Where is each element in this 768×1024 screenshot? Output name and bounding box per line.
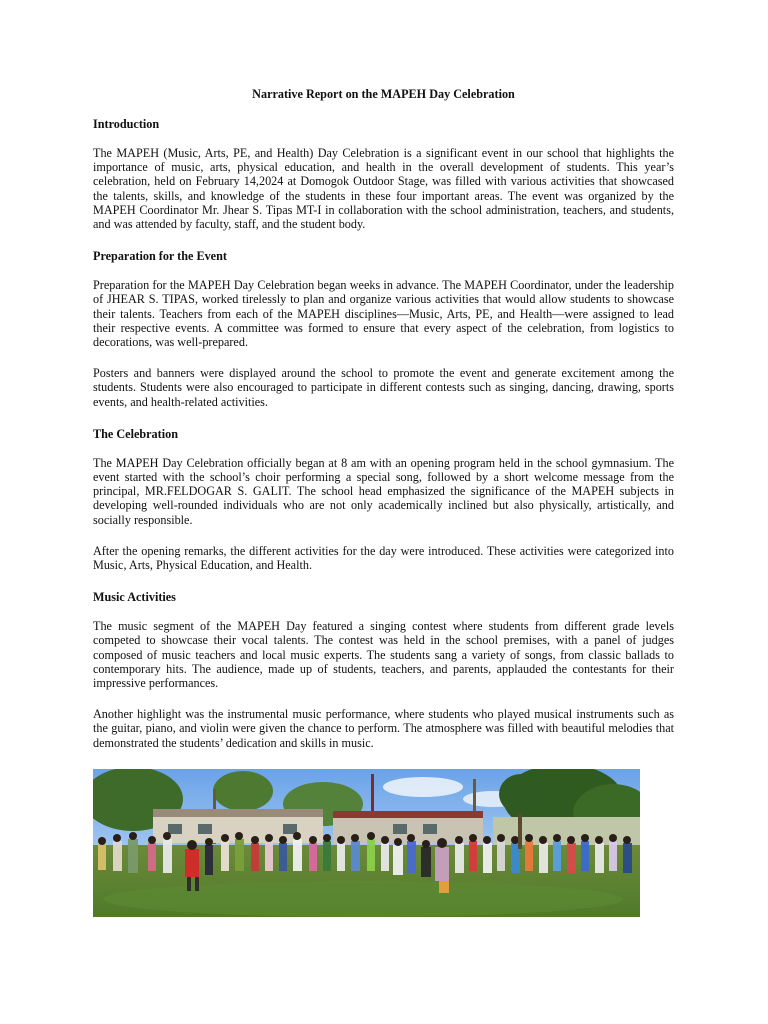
paragraph-preparation-1: Preparation for the MAPEH Day Celebration began weeks in advance. The MAPEH Coordinator, under the leadership of JHEAR S. TIPAS, worked tirelessly to plan and organize various activities that would allow students to showcase their talents. Teachers from each of the MAPEH disciplines—Music, Arts, PE, and Health—were assigned to lead their respective events. A committee was formed to ensure that every aspect of the celebration, from logistics to decorations, was well-prepared.	[93, 278, 674, 350]
section-heading-preparation: Preparation for the Event	[93, 249, 227, 264]
paragraph-introduction-1: The MAPEH (Music, Arts, PE, and Health) Day Celebration is a significant event in our school that highlights the importance of music, arts, physical education, and health in the overall development of students. This year’s celebration, held on February 14,2024 at Domogok Outdoor Stage, was filled with various activities that showcased the talents, skills, and knowledge of the students in these four important areas. The event was organized by the MAPEH Coordinator Mr. Jhear S. Tipas MT-I in collaboration with the school administration, teachers, and students, and was attended by faculty, staff, and the student body.	[93, 146, 674, 232]
event-photo	[93, 769, 640, 917]
paragraph-music-2: Another highlight was the instrumental music performance, where students who played musical instruments such as the guitar, piano, and violin were given the chance to perform. The atmosphere was filled with beautiful melodies that demonstrated the students’ dedication and skills in music.	[93, 707, 674, 750]
section-heading-music: Music Activities	[93, 590, 176, 605]
paragraph-music-1: The music segment of the MAPEH Day featured a singing contest where students from different grade levels competed to showcase their vocal talents. The contest was held in the school premises, with a panel of judges composed of music teachers and local music experts. The students sang a variety of songs, from classic ballads to contemporary hits. The audience, made up of students, teachers, and parents, applauded the contestants for their impressive performances.	[93, 619, 674, 691]
paragraph-celebration-2: After the opening remarks, the different activities for the day were introduced. These activities were categorized into Music, Arts, Physical Education, and Health.	[93, 543, 674, 573]
document-title: Narrative Report on the MAPEH Day Celebration	[252, 87, 515, 101]
paragraph-preparation-2: Posters and banners were displayed around the school to promote the event and generate excitement among the students. Students were also encouraged to participate in different contests such as singing, dancing, drawing, sports events, and health-related activities.	[93, 366, 674, 409]
section-heading-introduction: Introduction	[93, 117, 160, 131]
document-page	[93, 86, 674, 767]
section-heading-celebration: The Celebration	[93, 426, 178, 441]
paragraph-celebration-1: The MAPEH Day Celebration officially began at 8 am with an opening program held in the school gymnasium. The event started with the school’s choir performing a special song, followed by a short welcome message from the principal, MR.FELDOGAR S. GALIT. The school head emphasized the significance of the MAPEH subjects in developing well-rounded individuals who are not only academically inclined but also physically, artistically, and socially responsible.	[93, 455, 674, 527]
